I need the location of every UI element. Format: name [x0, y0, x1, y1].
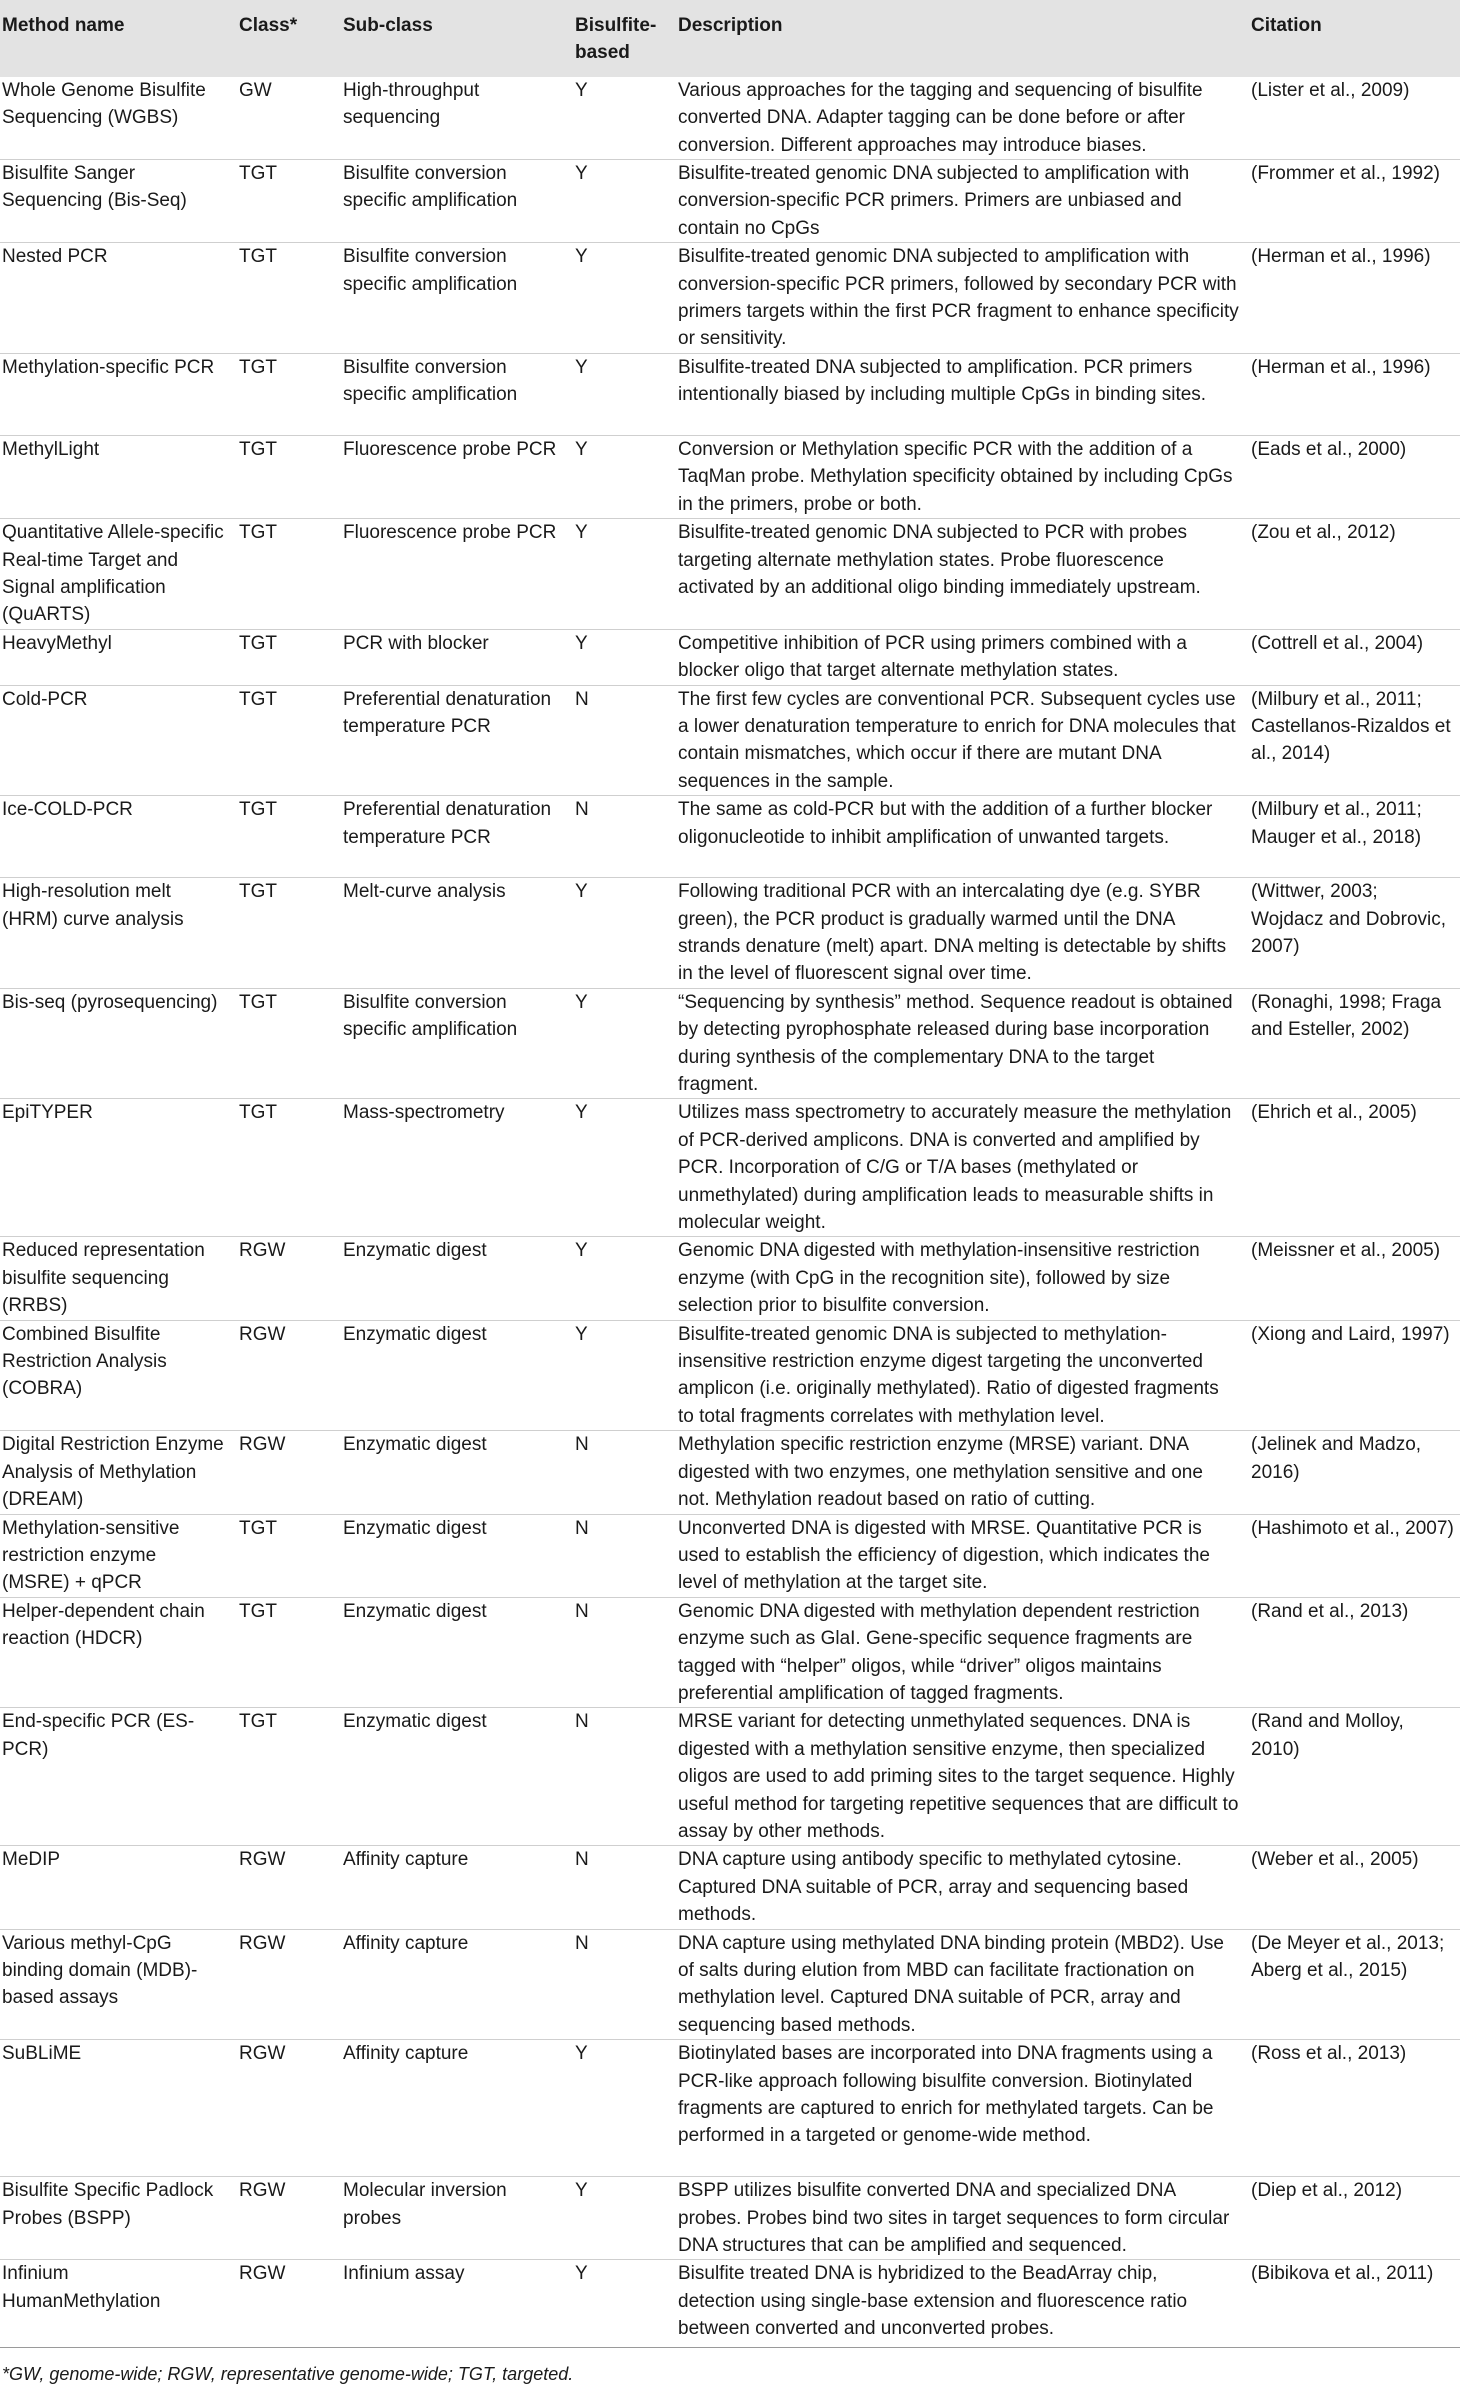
cell-citation: (Bibikova et al., 2011): [1245, 2260, 1460, 2343]
cell-subclass: PCR with blocker: [337, 629, 569, 685]
cell-description: Bisulfite-treated genomic DNA subjected to amplification with conversion-specific PCR primers. Primers are unbiased and contain no CpGs: [672, 160, 1245, 243]
cell-description: Bisulfite-treated genomic DNA is subjected to methylation-insensitive restriction enzyme digest targeting the unconverted amplicon (i.e. originally methylated). Ratio of digested fragments to total fragments correlates with methylation level.: [672, 1320, 1245, 1431]
cell-bisulfite-based: N: [569, 1929, 672, 2040]
cell-method-name: Ice-COLD-PCR: [0, 796, 233, 878]
cell-subclass: Melt-curve analysis: [337, 878, 569, 989]
cell-subclass: High-throughput sequencing: [343, 79, 480, 129]
cell-method-name: Quantitative Allele-specific Real-time Target and Signal amplification (QuARTS): [0, 519, 233, 630]
table-row: [0, 2177, 1460, 2260]
cell-bisulfite-based: Y: [569, 1099, 672, 1237]
table-row: [0, 1929, 1460, 2040]
cell-method-name: Combined Bisulfite Restriction Analysis (COBRA): [0, 1320, 233, 1431]
cell-class: TGT: [233, 1514, 337, 1597]
cell-class: GW: [239, 79, 272, 101]
table-row: [0, 519, 1460, 630]
table-row: [0, 796, 1460, 878]
table-row: [0, 435, 1460, 518]
cell-description: Unconverted DNA is digested with MRSE. Quantitative PCR is used to establish the efficiency of digestion, which indicates the level of methylation at the target site.: [672, 1514, 1245, 1597]
cell-citation: (Frommer et al., 1992): [1245, 160, 1460, 243]
cell-subclass: Bisulfite conversion specific amplification: [337, 988, 569, 1099]
cell-description: Competitive inhibition of PCR using primers combined with a blocker oligo that target alternate methylation states.: [672, 629, 1245, 685]
cell-method-name: Helper-dependent chain reaction (HDCR): [0, 1597, 233, 1708]
cell-class: TGT: [233, 685, 337, 796]
cell-class: RGW: [233, 1431, 337, 1514]
cell-subclass: Fluorescence probe PCR: [337, 435, 569, 518]
cell-bisulfite-based: N: [569, 685, 672, 796]
header-row: [0, 0, 1460, 77]
cell-subclass: Bisulfite conversion specific amplification: [337, 243, 569, 354]
cell-bisulfite-based: N: [569, 1708, 672, 1846]
cell-description: Genomic DNA digested with methylation dependent restriction enzyme such as GlaI. Gene-specific sequence fragments are tagged with “helper” oligos, while “driver” oligos maintains preferential amplification of tagged fragments.: [672, 1597, 1245, 1708]
cell-method-name: Bisulfite Sanger Sequencing (Bis-Seq): [0, 160, 233, 243]
cell-method-name: Digital Restriction Enzyme Analysis of Methylation (DREAM): [0, 1431, 233, 1514]
cell-description: “Sequencing by synthesis” method. Sequence readout is obtained by detecting pyrophosphate released during base incorporation during synthesis of the complementary DNA to the target fragment.: [672, 988, 1245, 1099]
cell-method-name: Bisulfite Specific Padlock Probes (BSPP): [0, 2177, 233, 2260]
cell-subclass: Enzymatic digest: [337, 1597, 569, 1708]
cell-class: RGW: [233, 1320, 337, 1431]
cell-bisulfite-based: N: [569, 1514, 672, 1597]
cell-subclass: Preferential denaturation temperature PCR: [337, 796, 569, 878]
cell-subclass: Infinium assay: [337, 2260, 569, 2343]
cell-class: TGT: [233, 1099, 337, 1237]
cell-method-name: High-resolution melt (HRM) curve analysis: [0, 878, 233, 989]
table-row: [0, 243, 1460, 354]
cell-subclass: Enzymatic digest: [337, 1514, 569, 1597]
header-class: Class*: [239, 15, 298, 36]
cell-citation: (Wittwer, 2003; Wojdacz and Dobrovic, 2007): [1245, 878, 1460, 989]
cell-subclass: Enzymatic digest: [337, 1708, 569, 1846]
cell-bisulfite-based: Y: [569, 1237, 672, 1320]
cell-citation: (Herman et al., 1996): [1245, 353, 1460, 435]
cell-class: RGW: [233, 2177, 337, 2260]
table-row: [0, 1431, 1460, 1514]
cell-bisulfite-based: Y: [569, 243, 672, 354]
cell-class: TGT: [233, 796, 337, 878]
cell-method-name: MeDIP: [0, 1846, 233, 1929]
table-row: [0, 988, 1460, 1099]
cell-citation: (Ronaghi, 1998; Fraga and Esteller, 2002): [1245, 988, 1460, 1099]
cell-class: TGT: [233, 1597, 337, 1708]
cell-description: Genomic DNA digested with methylation-insensitive restriction enzyme (with CpG in the recognition site), followed by size selection prior to bisulfite conversion.: [672, 1237, 1245, 1320]
cell-class: TGT: [233, 878, 337, 989]
cell-method-name: Nested PCR: [0, 243, 233, 354]
cell-description: Utilizes mass spectrometry to accurately measure the methylation of PCR-derived amplicons. DNA is converted and amplified by PCR. Incorporation of C/G or T/A bases (methylated or unmethylated) during amplification leads to measurable shifts in molecular weight.: [672, 1099, 1245, 1237]
cell-subclass: Affinity capture: [337, 2040, 569, 2177]
cell-bisulfite-based: N: [569, 1846, 672, 1929]
table-row: [0, 1320, 1460, 1431]
cell-description: The first few cycles are conventional PCR. Subsequent cycles use a lower denaturation temperature to enrich for DNA molecules that contain mismatches, which occur if there are mutant DNA sequences in the sample.: [672, 685, 1245, 796]
table-row: [0, 1237, 1460, 1320]
cell-method-name: Infinium HumanMethylation: [0, 2260, 233, 2343]
cell-citation: (Meissner et al., 2005): [1245, 1237, 1460, 1320]
cell-method-name: Reduced representation bisulfite sequencing (RRBS): [0, 1237, 233, 1320]
cell-bisulfite-based: N: [569, 1597, 672, 1708]
cell-description: Bisulfite treated DNA is hybridized to the BeadArray chip, detection using single-base extension and fluorescence ratio between converted and unconverted probes.: [672, 2260, 1245, 2343]
table-row: [0, 1708, 1460, 1846]
cell-citation: (Rand and Molloy, 2010): [1245, 1708, 1460, 1846]
cell-bisulfite-based: Y: [569, 160, 672, 243]
cell-description: Biotinylated bases are incorporated into DNA fragments using a PCR-like approach following bisulfite conversion. Biotinylated fragments are captured to enrich for methylated targets. Can be performed in a targeted or genome-wide method.: [672, 2040, 1245, 2177]
cell-subclass: Enzymatic digest: [337, 1320, 569, 1431]
cell-citation: (Hashimoto et al., 2007): [1245, 1514, 1460, 1597]
table-footnote: *GW, genome-wide; RGW, representative genome-wide; TGT, targeted.: [0, 2347, 1460, 2385]
cell-method-name: Cold-PCR: [0, 685, 233, 796]
cell-bisulfite-based: Y: [569, 2260, 672, 2343]
table-row: [0, 878, 1460, 989]
cell-description: DNA capture using antibody specific to methylated cytosine. Captured DNA suitable of PCR, array and sequencing based methods.: [672, 1846, 1245, 1929]
cell-bisulfite-based: Y: [569, 353, 672, 435]
cell-class: RGW: [233, 1929, 337, 2040]
header-description: Description: [678, 15, 783, 36]
table-row: [0, 1099, 1460, 1237]
cell-bisulfite-based: N: [569, 1431, 672, 1514]
cell-citation: (Lister et al., 2009): [1251, 79, 1410, 101]
cell-description: Methylation specific restriction enzyme (MRSE) variant. DNA digested with two enzymes, one methylation sensitive and one not. Methylation readout based on ratio of cutting.: [672, 1431, 1245, 1514]
cell-class: TGT: [233, 353, 337, 435]
header-method-name: Method name: [2, 15, 125, 36]
cell-citation: (Eads et al., 2000): [1245, 435, 1460, 518]
cell-bisulfite-based: Y: [569, 878, 672, 989]
cell-subclass: Affinity capture: [337, 1929, 569, 2040]
table-row: [0, 1846, 1460, 1929]
cell-method-name: End-specific PCR (ES-PCR): [0, 1708, 233, 1846]
cell-description: Bisulfite-treated DNA subjected to amplification. PCR primers intentionally biased by including multiple CpGs in binding sites.: [672, 353, 1245, 435]
cell-class: TGT: [233, 1708, 337, 1846]
cell-subclass: Mass-spectrometry: [337, 1099, 569, 1237]
cell-method-name: HeavyMethyl: [0, 629, 233, 685]
cell-description: Conversion or Methylation specific PCR with the addition of a TaqMan probe. Methylation specificity obtained by including CpGs in the primers, probe or both.: [672, 435, 1245, 518]
header-bisulfite-based: Bisulfite-based: [575, 15, 657, 64]
cell-bisulfite-based: Y: [569, 2040, 672, 2177]
table-row: [0, 2260, 1460, 2343]
cell-description: Following traditional PCR with an intercalating dye (e.g. SYBR green), the PCR product is gradually warmed until the DNA strands denature (melt) apart. DNA melting is detectable by shifts in the level of fluorescent signal over time.: [672, 878, 1245, 989]
cell-bisulfite-based: Y: [569, 435, 672, 518]
cell-subclass: Preferential denaturation temperature PCR: [337, 685, 569, 796]
cell-subclass: Bisulfite conversion specific amplification: [337, 160, 569, 243]
cell-description: Various approaches for the tagging and sequencing of bisulfite converted DNA. Adapter tagging can be done before or after conversion. Different approaches may introduce biases.: [678, 79, 1203, 156]
cell-subclass: Molecular inversion probes: [337, 2177, 569, 2260]
cell-method-name: Bis-seq (pyrosequencing): [0, 988, 233, 1099]
cell-citation: (Milbury et al., 2011; Mauger et al., 2018): [1245, 796, 1460, 878]
cell-class: TGT: [233, 160, 337, 243]
cell-subclass: Bisulfite conversion specific amplification: [337, 353, 569, 435]
cell-method-name: Whole Genome Bisulfite Sequencing (WGBS): [2, 79, 206, 129]
cell-description: BSPP utilizes bisulfite converted DNA and specialized DNA probes. Probes bind two sites in target sequences to form circular DNA structures that can be amplified and sequenced.: [672, 2177, 1245, 2260]
cell-class: TGT: [233, 243, 337, 354]
cell-citation: (Ross et al., 2013): [1245, 2040, 1460, 2177]
table-row: [0, 77, 1460, 160]
cell-class: TGT: [233, 988, 337, 1099]
cell-citation: (Milbury et al., 2011; Castellanos-Rizaldos et al., 2014): [1245, 685, 1460, 796]
table-row: [0, 629, 1460, 685]
table-row: [0, 1514, 1460, 1597]
cell-class: TGT: [233, 519, 337, 630]
table-row: [0, 685, 1460, 796]
header-citation: Citation: [1251, 15, 1322, 36]
cell-bisulfite-based: Y: [569, 1320, 672, 1431]
cell-citation: (Ehrich et al., 2005): [1245, 1099, 1460, 1237]
table-row: [0, 160, 1460, 243]
cell-citation: (Xiong and Laird, 1997): [1245, 1320, 1460, 1431]
cell-citation: (Rand et al., 2013): [1245, 1597, 1460, 1708]
table-header: [0, 0, 1460, 77]
cell-class: TGT: [233, 435, 337, 518]
cell-method-name: SuBLiME: [0, 2040, 233, 2177]
cell-bisulfite-based: Y: [569, 519, 672, 630]
cell-citation: (De Meyer et al., 2013; Aberg et al., 2015): [1245, 1929, 1460, 2040]
cell-method-name: EpiTYPER: [0, 1099, 233, 1237]
cell-class: RGW: [233, 1237, 337, 1320]
cell-class: RGW: [233, 1846, 337, 1929]
cell-citation: (Jelinek and Madzo, 2016): [1245, 1431, 1460, 1514]
cell-method-name: MethylLight: [0, 435, 233, 518]
table-body: [0, 77, 1460, 2343]
cell-description: MRSE variant for detecting unmethylated sequences. DNA is digested with a methylation sensitive enzyme, then specialized oligos are used to add priming sites to the target sequence. Highly useful method for targeting repetitive sequences that are difficult to assay by other methods.: [672, 1708, 1245, 1846]
header-subclass: Sub-class: [343, 15, 433, 36]
table-row: [0, 2040, 1460, 2177]
cell-citation: (Zou et al., 2012): [1245, 519, 1460, 630]
cell-method-name: Various methyl-CpG binding domain (MDB)-based assays: [0, 1929, 233, 2040]
cell-description: DNA capture using methylated DNA binding protein (MBD2). Use of salts during elution from MBD can facilitate fractionation on methylation level. Captured DNA suitable of PCR, array and sequencing based methods.: [672, 1929, 1245, 2040]
cell-description: Bisulfite-treated genomic DNA subjected to amplification with conversion-specific PCR primers, followed by secondary PCR with primers targets within the first PCR fragment to enhance specificity or sensitivity.: [672, 243, 1245, 354]
cell-bisulfite-based: Y: [569, 2177, 672, 2260]
cell-method-name: Methylation-specific PCR: [0, 353, 233, 435]
cell-subclass: Affinity capture: [337, 1846, 569, 1929]
cell-class: RGW: [233, 2260, 337, 2343]
cell-bisulfite-based: Y: [575, 79, 588, 101]
cell-bisulfite-based: Y: [569, 629, 672, 685]
cell-subclass: Enzymatic digest: [337, 1431, 569, 1514]
cell-citation: (Diep et al., 2012): [1245, 2177, 1460, 2260]
table-row: [0, 1597, 1460, 1708]
cell-citation: (Cottrell et al., 2004): [1245, 629, 1460, 685]
cell-citation: (Weber et al., 2005): [1245, 1846, 1460, 1929]
cell-description: Bisulfite-treated genomic DNA subjected to PCR with probes targeting alternate methylation states. Probe fluorescence activated by an additional oligo binding immediately upstream.: [672, 519, 1245, 630]
cell-method-name: Methylation-sensitive restriction enzyme (MSRE) + qPCR: [0, 1514, 233, 1597]
cell-bisulfite-based: N: [569, 796, 672, 878]
cell-description: The same as cold-PCR but with the addition of a further blocker oligonucleotide to inhibit amplification of unwanted targets.: [672, 796, 1245, 878]
cell-citation: (Herman et al., 1996): [1245, 243, 1460, 354]
cell-class: RGW: [233, 2040, 337, 2177]
table-row: [0, 353, 1460, 435]
cell-subclass: Fluorescence probe PCR: [337, 519, 569, 630]
cell-subclass: Enzymatic digest: [337, 1237, 569, 1320]
cell-class: TGT: [233, 629, 337, 685]
cell-bisulfite-based: Y: [569, 988, 672, 1099]
